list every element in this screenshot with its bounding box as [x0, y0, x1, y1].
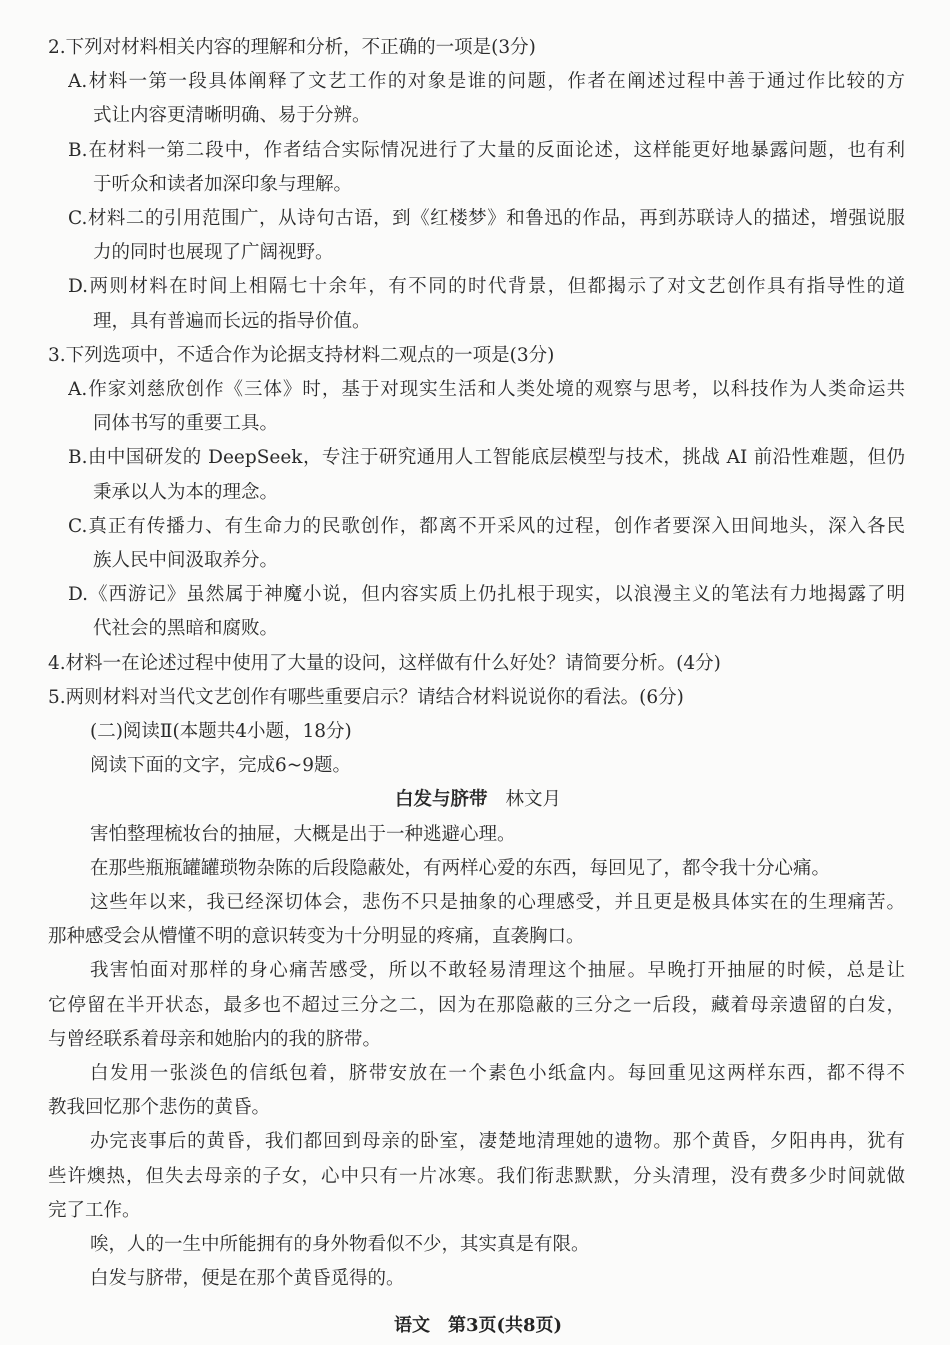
option-text: 由中国研发的 DeepSeek，专注于研究通用人工智能底层模型与技术，挑战 AI 前沿性难题，但仍 — [87, 447, 905, 469]
passage-title — [0, 783, 950, 817]
option-label: B. — [68, 447, 88, 469]
question-stem: 5.两则材料对当代文艺创作有哪些重要启示？请结合材料说说你的看法。(6分) — [48, 686, 684, 708]
passage-paragraph-line: 那种感受会从懵懂不明的意识转变为十分明显的疼痛，直袭胸口。 — [48, 926, 585, 948]
option-text: 作家刘慈欣创作《三体》时，基于对现实生活和人类处境的观察与思考，以科技作为人类命运共 — [87, 379, 905, 400]
option-label: A. — [68, 71, 88, 93]
passage-paragraph-line: 些许燠热，但失去母亲的子女，心中只有一片冰寒。我们衔悲默默，分头清理，没有费多少时间就做 — [48, 1165, 905, 1187]
page-footer: 语文 第3页(共8页) — [393, 1315, 563, 1336]
option-label: D. — [68, 584, 89, 606]
option-label: D. — [68, 276, 89, 298]
section-instruction: 阅读下面的文字，完成6~9题。 — [90, 755, 352, 777]
question-stem: 2.下列对材料相关内容的理解和分析，不正确的一项是(3分) — [48, 37, 536, 58]
option-line: 代社会的黑暗和腐败。 — [93, 618, 279, 640]
option-text: 真正有传播力、有生命力的民歌创作，都离不开采风的过程，创作者要深入田间地头，深入各民 — [87, 515, 905, 537]
passage-paragraph-line: 白发用一张淡色的信纸包着，脐带安放在一个素色小纸盒内。每回重见这两样东西，都不得不 — [90, 1063, 905, 1084]
passage-paragraph-line: 这些年以来，我已经深切体会，悲伤不只是抽象的心理感受，并且更是极具体实在的生理痛苦。 — [90, 892, 905, 913]
passage-title-text: 白发与脐带 — [394, 789, 488, 811]
option-line — [68, 578, 905, 612]
option-line — [68, 510, 905, 544]
option-line — [68, 270, 905, 304]
passage-paragraph-line: 教我回忆那个悲伤的黄昏。 — [48, 1097, 271, 1119]
passage-paragraph-line: 它停留在半开状态，最多也不超过三分之二，因为在那隐蔽的三分之一后段，藏着母亲遗留的白发， — [48, 994, 905, 1016]
question-stem: 3.下列选项中，不适合作为论据支持材料二观点的一项是(3分) — [48, 344, 555, 366]
option-line — [68, 441, 905, 475]
option-label: C. — [68, 208, 88, 229]
option-label: C. — [68, 515, 88, 537]
passage-paragraph-line: 白发与脐带，便是在那个黄昏觅得的。 — [90, 1268, 405, 1290]
passage-paragraph-line: 办完丧事后的黄昏，我们都回到母亲的卧室，凄楚地清理她的遗物。那个黄昏，夕阳冉冉，犹有 — [90, 1131, 905, 1153]
option-text: 在材料一第二段中，作者结合实际情况进行了大量的反面论述，这样能更好地暴露问题，也有利 — [87, 139, 905, 161]
passage-author: 林文月 — [505, 789, 562, 811]
option-line — [68, 202, 905, 236]
passage-paragraph-line: 唉，人的一生中所能拥有的身外物看似不少，其实真是有限。 — [90, 1234, 590, 1255]
option-line: 式让内容更清晰明确、易于分辨。 — [93, 105, 371, 127]
passage-paragraph-line: 完了工作。 — [48, 1199, 141, 1221]
option-line: 理，具有普遍而长远的指导价值。 — [93, 310, 371, 332]
passage-paragraph-line: 与曾经联系着母亲和她胎内的我的脐带。 — [48, 1028, 382, 1050]
passage-paragraph-line: 害怕整理梳妆台的抽屉，大概是出于一种逃避心理。 — [90, 823, 516, 845]
passage-paragraph-line: 在那些瓶瓶罐罐琐物杂陈的后段隐蔽处，有两样心爱的东西，每回见了，都令我十分心痛。 — [90, 857, 831, 879]
option-line: 同体书写的重要工具。 — [93, 413, 279, 435]
option-text: 两则材料在时间上相隔七十余年，有不同的时代背景，但都揭示了对文艺创作具有指导性的道 — [88, 276, 905, 298]
option-line — [68, 65, 905, 99]
option-label: B. — [68, 139, 88, 161]
option-line — [68, 134, 905, 168]
option-line: 族人民中间汲取养分。 — [93, 550, 279, 571]
option-line: 秉承以人为本的理念。 — [93, 481, 279, 503]
option-line: 于听众和读者加深印象与理解。 — [93, 173, 353, 195]
passage-paragraph-line: 我害怕面对那样的身心痛苦感受，所以不敢轻易清理这个抽屉。早晚打开抽屉的时候，总是让 — [90, 960, 905, 982]
option-line — [68, 373, 905, 407]
option-label: A. — [68, 379, 88, 400]
option-line: 力的同时也展现了广阔视野。 — [93, 242, 334, 264]
option-text: 材料一第一段具体阐释了文艺工作的对象是谁的问题，作者在阐述过程中善于通过作比较的方 — [87, 71, 905, 93]
question-stem: 4.材料一在论述过程中使用了大量的设问，这样做有什么好处？请简要分析。(4分) — [48, 652, 721, 674]
option-text: 《西游记》虽然属于神魔小说，但内容实质上仍扎根于现实，以浪漫主义的笔法有力地揭露了明 — [88, 584, 905, 606]
section-heading: (二)阅读Ⅱ(本题共4小题，18分) — [90, 721, 352, 742]
option-text: 材料二的引用范围广，从诗句古语，到《红楼梦》和鲁迅的作品，再到苏联诗人的描述，增强说服 — [87, 208, 905, 229]
